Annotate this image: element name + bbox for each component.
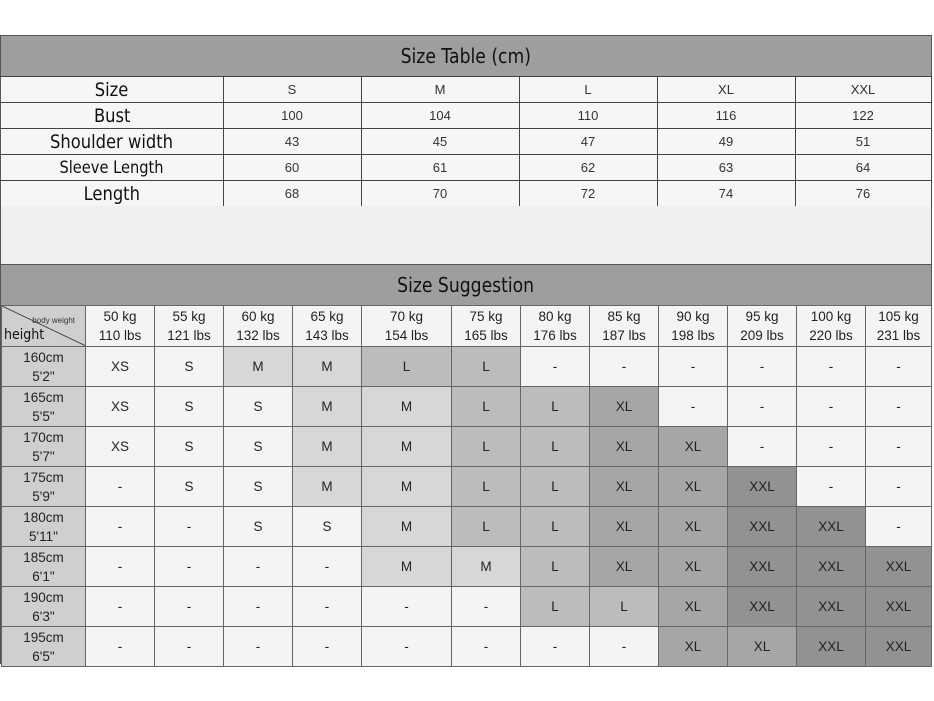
suggested-size-cell: - bbox=[362, 627, 452, 667]
suggested-size-cell: M bbox=[293, 387, 362, 427]
suggested-size-cell: XXL bbox=[866, 627, 932, 667]
suggested-size-cell: S bbox=[155, 467, 224, 507]
size-suggestion-title-text: Size Suggestion bbox=[397, 273, 535, 297]
height-cell bbox=[2, 387, 86, 427]
height-ft: 5'9" bbox=[32, 488, 55, 504]
suggested-size-cell: S bbox=[155, 387, 224, 427]
suggested-size-cell: XXL bbox=[728, 507, 797, 547]
size-table-row bbox=[1, 155, 931, 181]
weight-kg: 60 kg bbox=[241, 309, 275, 324]
size-value-cell: 43 bbox=[223, 129, 361, 155]
suggested-size-cell: - bbox=[86, 627, 155, 667]
suggested-size-cell: - bbox=[521, 627, 590, 667]
suggested-size-cell: XL bbox=[659, 587, 728, 627]
suggested-size-cell: XL bbox=[659, 507, 728, 547]
height-ft: 5'11" bbox=[29, 528, 58, 544]
weight-header-cell bbox=[362, 306, 452, 347]
suggested-size-cell: - bbox=[659, 387, 728, 427]
suggested-size-cell: M bbox=[362, 467, 452, 507]
weight-header-cell bbox=[866, 306, 932, 347]
weight-lbs: 187 lbs bbox=[602, 328, 646, 343]
suggested-size-cell: - bbox=[797, 427, 866, 467]
size-value-cell: 70 bbox=[361, 181, 519, 207]
size-value-cell: 64 bbox=[795, 155, 931, 181]
suggested-size-cell: - bbox=[728, 387, 797, 427]
suggested-size-cell: - bbox=[452, 627, 521, 667]
size-header-cell: XXL bbox=[795, 77, 931, 103]
suggested-size-cell: - bbox=[86, 547, 155, 587]
size-value-cell: 104 bbox=[361, 103, 519, 129]
height-row bbox=[2, 627, 932, 667]
size-value-cell: 51 bbox=[795, 129, 931, 155]
suggested-size-cell: XL bbox=[590, 467, 659, 507]
height-cell bbox=[2, 587, 86, 627]
height-ft: 5'7" bbox=[32, 448, 55, 464]
suggested-size-cell: - bbox=[155, 507, 224, 547]
height-row bbox=[2, 507, 932, 547]
suggested-size-cell: - bbox=[293, 627, 362, 667]
height-row bbox=[2, 347, 932, 387]
size-value-cell: 68 bbox=[223, 181, 361, 207]
weight-lbs: 165 lbs bbox=[464, 328, 508, 343]
suggested-size-cell: XXL bbox=[866, 587, 932, 627]
size-value-cell: 116 bbox=[657, 103, 795, 129]
suggested-size-cell: L bbox=[452, 467, 521, 507]
size-header-cell: XL bbox=[657, 77, 795, 103]
suggested-size-cell: L bbox=[521, 427, 590, 467]
height-row bbox=[2, 587, 932, 627]
suggested-size-cell: M bbox=[293, 347, 362, 387]
weight-kg: 85 kg bbox=[607, 309, 641, 324]
suggested-size-cell: - bbox=[797, 387, 866, 427]
suggested-size-cell: - bbox=[728, 427, 797, 467]
suggested-size-cell: - bbox=[866, 507, 932, 547]
weight-kg: 65 kg bbox=[310, 309, 344, 324]
weight-lbs: 110 lbs bbox=[98, 328, 142, 343]
weight-kg: 90 kg bbox=[676, 309, 710, 324]
corner-cell bbox=[2, 306, 86, 347]
suggested-size-cell: M bbox=[293, 467, 362, 507]
size-value-cell: 47 bbox=[519, 129, 657, 155]
size-table-label: Size bbox=[92, 79, 132, 101]
suggested-size-cell: XL bbox=[590, 547, 659, 587]
suggested-size-cell: - bbox=[659, 347, 728, 387]
size-value-cell: 60 bbox=[223, 155, 361, 181]
suggested-size-cell: XL bbox=[659, 547, 728, 587]
suggested-size-cell: - bbox=[797, 467, 866, 507]
height-cm: 195cm bbox=[23, 629, 64, 645]
suggested-size-cell: - bbox=[86, 587, 155, 627]
suggested-size-cell: - bbox=[866, 387, 932, 427]
suggested-size-cell: XS bbox=[86, 427, 155, 467]
weight-header-row bbox=[2, 306, 932, 347]
weight-lbs: 176 lbs bbox=[533, 328, 577, 343]
weight-header-cell bbox=[293, 306, 362, 347]
height-cell bbox=[2, 467, 86, 507]
size-table bbox=[1, 76, 932, 207]
suggested-size-cell: - bbox=[293, 587, 362, 627]
size-table-row bbox=[1, 181, 931, 207]
suggested-size-cell: - bbox=[521, 347, 590, 387]
weight-lbs: 143 lbs bbox=[305, 328, 349, 343]
suggested-size-cell: L bbox=[452, 387, 521, 427]
suggested-size-cell: L bbox=[521, 547, 590, 587]
size-value-cell: 74 bbox=[657, 181, 795, 207]
suggested-size-cell: L bbox=[521, 587, 590, 627]
size-value-cell: 45 bbox=[361, 129, 519, 155]
weight-kg: 80 kg bbox=[538, 309, 572, 324]
size-header-cell: S bbox=[223, 77, 361, 103]
height-row bbox=[2, 427, 932, 467]
height-row bbox=[2, 387, 932, 427]
suggested-size-cell: - bbox=[452, 587, 521, 627]
weight-lbs: 209 lbs bbox=[740, 328, 784, 343]
size-table-label-cell bbox=[1, 103, 223, 129]
suggested-size-cell: M bbox=[293, 427, 362, 467]
suggested-size-cell: - bbox=[866, 427, 932, 467]
size-value-cell: 72 bbox=[519, 181, 657, 207]
suggested-size-cell: - bbox=[155, 547, 224, 587]
suggested-size-cell: M bbox=[362, 547, 452, 587]
height-cm: 180cm bbox=[23, 509, 64, 525]
suggested-size-cell: XXL bbox=[728, 467, 797, 507]
weight-header-cell bbox=[452, 306, 521, 347]
suggested-size-cell: - bbox=[224, 587, 293, 627]
suggested-size-cell: - bbox=[224, 547, 293, 587]
suggested-size-cell: XL bbox=[590, 507, 659, 547]
height-cell bbox=[2, 427, 86, 467]
size-table-title-text: Size Table (cm) bbox=[400, 44, 532, 68]
size-table-label-cell bbox=[1, 77, 223, 103]
size-suggestion-table bbox=[1, 305, 932, 667]
suggested-size-cell: - bbox=[590, 627, 659, 667]
height-cm: 185cm bbox=[23, 549, 64, 565]
weight-kg: 50 kg bbox=[103, 309, 137, 324]
size-table-label: Length bbox=[80, 183, 143, 205]
height-cm: 165cm bbox=[23, 389, 64, 405]
suggested-size-cell: - bbox=[155, 587, 224, 627]
height-ft: 5'5" bbox=[32, 408, 55, 424]
suggested-size-cell: XXL bbox=[797, 507, 866, 547]
size-table-label: Sleeve Length bbox=[56, 158, 167, 178]
suggested-size-cell: M bbox=[362, 427, 452, 467]
suggested-size-cell: S bbox=[155, 427, 224, 467]
size-table-label-cell bbox=[1, 181, 223, 207]
size-table-title bbox=[1, 36, 931, 76]
weight-kg: 55 kg bbox=[172, 309, 206, 324]
suggested-size-cell: XS bbox=[86, 387, 155, 427]
weight-header-cell bbox=[86, 306, 155, 347]
suggested-size-cell: - bbox=[86, 467, 155, 507]
size-header-cell: L bbox=[519, 77, 657, 103]
size-table-row bbox=[1, 77, 931, 103]
weight-kg: 70 kg bbox=[389, 309, 424, 324]
height-cell bbox=[2, 627, 86, 667]
weight-header-cell bbox=[728, 306, 797, 347]
size-value-cell: 49 bbox=[657, 129, 795, 155]
height-ft: 5'2" bbox=[32, 368, 55, 384]
suggested-size-cell: XL bbox=[659, 467, 728, 507]
weight-lbs: 132 lbs bbox=[236, 328, 280, 343]
height-ft: 6'1" bbox=[32, 568, 55, 584]
suggested-size-cell: S bbox=[224, 507, 293, 547]
suggested-size-cell: - bbox=[797, 347, 866, 387]
suggested-size-cell: S bbox=[224, 467, 293, 507]
suggested-size-cell: - bbox=[590, 347, 659, 387]
size-value-cell: 110 bbox=[519, 103, 657, 129]
blank-spacer bbox=[1, 206, 931, 265]
weight-header-cell bbox=[155, 306, 224, 347]
suggested-size-cell: S bbox=[224, 427, 293, 467]
suggested-size-cell: XXL bbox=[866, 547, 932, 587]
weight-header-cell bbox=[590, 306, 659, 347]
suggested-size-cell: M bbox=[362, 387, 452, 427]
size-suggestion-title bbox=[1, 265, 931, 305]
suggested-size-cell: S bbox=[293, 507, 362, 547]
suggested-size-cell: L bbox=[590, 587, 659, 627]
size-value-cell: 76 bbox=[795, 181, 931, 207]
suggested-size-cell: M bbox=[362, 507, 452, 547]
suggested-size-cell: XL bbox=[728, 627, 797, 667]
suggested-size-cell: - bbox=[155, 627, 224, 667]
weight-header-cell bbox=[797, 306, 866, 347]
suggested-size-cell: XL bbox=[590, 427, 659, 467]
suggested-size-cell: XXL bbox=[797, 587, 866, 627]
weight-kg: 95 kg bbox=[745, 309, 779, 324]
suggested-size-cell: - bbox=[362, 587, 452, 627]
suggested-size-cell: L bbox=[521, 387, 590, 427]
height-cell bbox=[2, 347, 86, 387]
suggested-size-cell: XL bbox=[590, 387, 659, 427]
suggested-size-cell: - bbox=[728, 347, 797, 387]
weight-lbs: 198 lbs bbox=[671, 328, 715, 343]
size-table-label: Bust bbox=[90, 105, 133, 127]
height-row bbox=[2, 547, 932, 587]
suggested-size-cell: XL bbox=[659, 627, 728, 667]
size-chart-sheet bbox=[0, 35, 932, 664]
suggested-size-cell: L bbox=[452, 347, 521, 387]
size-value-cell: 61 bbox=[361, 155, 519, 181]
size-table-label-cell bbox=[1, 155, 223, 181]
suggested-size-cell: S bbox=[155, 347, 224, 387]
weight-lbs: 154 lbs bbox=[384, 328, 429, 343]
suggested-size-cell: L bbox=[362, 347, 452, 387]
suggested-size-cell: L bbox=[521, 507, 590, 547]
weight-header-cell bbox=[224, 306, 293, 347]
weight-lbs: 220 lbs bbox=[809, 328, 853, 343]
size-value-cell: 122 bbox=[795, 103, 931, 129]
suggested-size-cell: - bbox=[866, 347, 932, 387]
height-cell bbox=[2, 507, 86, 547]
height-cm: 175cm bbox=[23, 469, 64, 485]
size-table-label-cell bbox=[1, 129, 223, 155]
height-ft: 6'5" bbox=[32, 648, 55, 664]
height-cell bbox=[2, 547, 86, 587]
suggested-size-cell: XS bbox=[86, 347, 155, 387]
weight-lbs: 231 lbs bbox=[876, 328, 921, 343]
suggested-size-cell: - bbox=[224, 627, 293, 667]
weight-kg: 105 kg bbox=[878, 309, 919, 324]
corner-weight-label: body weight bbox=[32, 316, 75, 325]
weight-lbs: 121 lbs bbox=[167, 328, 211, 343]
height-ft: 6'3" bbox=[32, 608, 55, 624]
suggested-size-cell: - bbox=[293, 547, 362, 587]
suggested-size-cell: XXL bbox=[797, 547, 866, 587]
size-header-cell: M bbox=[361, 77, 519, 103]
suggested-size-cell: - bbox=[86, 507, 155, 547]
height-cm: 190cm bbox=[23, 589, 64, 605]
suggested-size-cell: XXL bbox=[797, 627, 866, 667]
suggested-size-cell: XL bbox=[659, 427, 728, 467]
suggested-size-cell: XXL bbox=[728, 587, 797, 627]
size-value-cell: 62 bbox=[519, 155, 657, 181]
weight-header-cell bbox=[521, 306, 590, 347]
corner-height-label: height bbox=[4, 327, 45, 343]
suggested-size-cell: M bbox=[224, 347, 293, 387]
suggested-size-cell: L bbox=[452, 507, 521, 547]
weight-kg: 75 kg bbox=[469, 309, 503, 324]
size-value-cell: 63 bbox=[657, 155, 795, 181]
size-value-cell: 100 bbox=[223, 103, 361, 129]
height-cm: 170cm bbox=[23, 429, 64, 445]
suggested-size-cell: XXL bbox=[728, 547, 797, 587]
suggested-size-cell: S bbox=[224, 387, 293, 427]
size-table-row bbox=[1, 103, 931, 129]
weight-kg: 100 kg bbox=[810, 309, 852, 324]
size-table-label: Shoulder width bbox=[47, 131, 177, 153]
suggested-size-cell: M bbox=[452, 547, 521, 587]
height-row bbox=[2, 467, 932, 507]
suggested-size-cell: L bbox=[521, 467, 590, 507]
suggested-size-cell: - bbox=[866, 467, 932, 507]
height-cm: 160cm bbox=[23, 349, 64, 365]
suggested-size-cell: L bbox=[452, 427, 521, 467]
size-table-row bbox=[1, 129, 931, 155]
weight-header-cell bbox=[659, 306, 728, 347]
